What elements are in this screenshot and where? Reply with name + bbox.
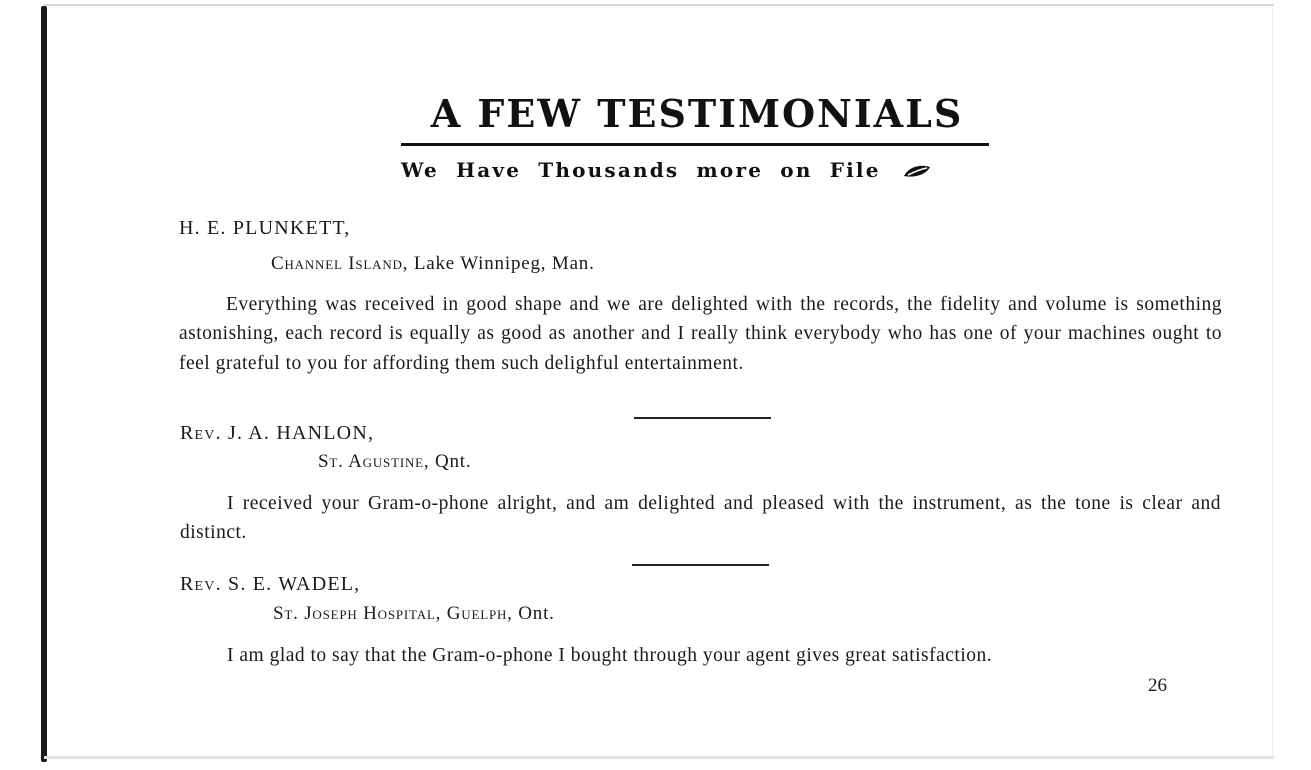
testimonial-2-place: St. Agustine, Qnt. [318, 451, 472, 472]
page-subtitle [401, 153, 995, 189]
title-underline [401, 143, 989, 146]
page-number: 26 [1148, 675, 1167, 696]
testimonial-2-text: I received your Gram-o-phone alright, and am delighted and pleased with the instrument, as the tone is clear and distinct. [180, 493, 1221, 544]
page-bottom-edge [44, 756, 1274, 759]
testimonial-3-name: Rev. S. E. WADEL, [180, 573, 361, 595]
testimonial-2-name: Rev. J. A. HANLON, [180, 422, 375, 444]
testimonial-1-name: H. E. PLUNKETT, [179, 217, 351, 239]
page-right-edge [1272, 6, 1273, 756]
page-binding-edge [41, 6, 47, 762]
page-title: A FEW TESTIMONIALS [430, 91, 964, 136]
testimonial-3-text: I am glad to say that the Gram-o-phone I bought through your agent gives great satisfaction. [227, 645, 993, 666]
subtitle-text: We Have Thousands more on File [401, 158, 881, 182]
separator-rule-1 [634, 417, 771, 419]
separator-rule-2 [632, 564, 769, 566]
testimonial-3-place: St. Joseph Hospital, Guelph, Ont. [273, 603, 555, 624]
testimonial-1-text: Everything was received in good shape and we are delighted with the records, the fidelity and volume is something astonishing, each record is equally as good as another and I really think everybody who has one of your machines ought to feel grateful to you for affording them such delighful entertainment. [179, 294, 1222, 374]
testimonial-1-place: Channel Island, Lake Winnipeg, Man. [271, 253, 595, 274]
leaf-ornament-icon [902, 155, 932, 189]
page-top-edge [44, 4, 1274, 6]
